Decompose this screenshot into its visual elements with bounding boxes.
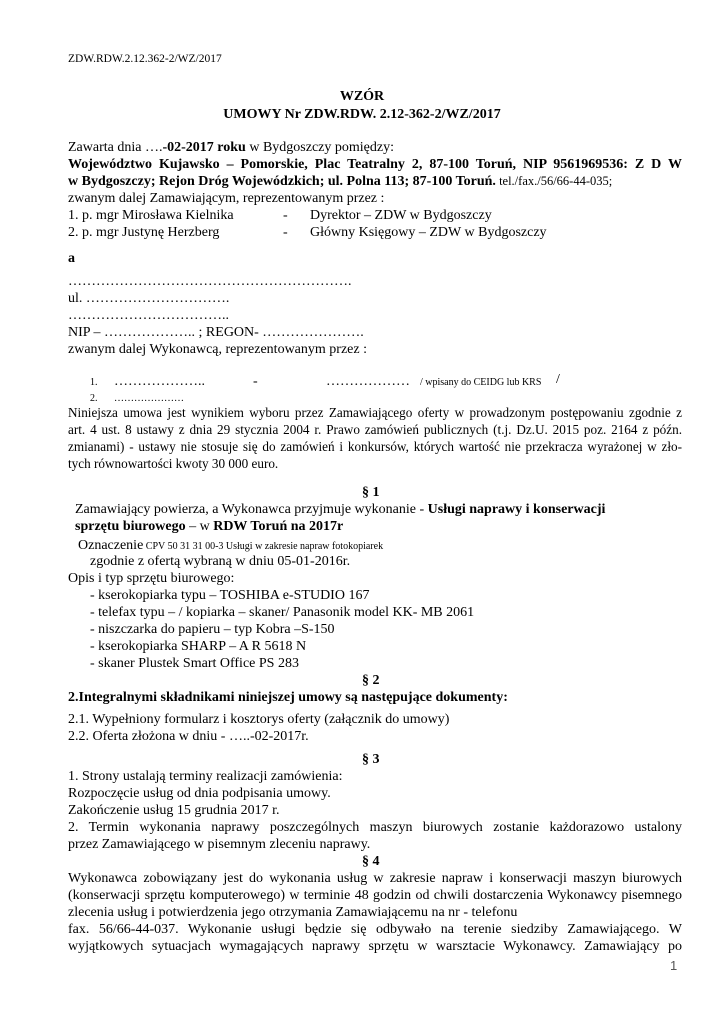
equipment-heading: Opis i typ sprzętu biurowego: bbox=[68, 571, 235, 586]
offer-date-line: zgodnie z ofertą wybraną w dniu 05-01-2016r. bbox=[90, 554, 351, 569]
s3-line-2: Rozpoczęcie usług od dnia podpisania umowy. bbox=[68, 786, 331, 801]
s4-line-3: zlecenia usług i potwierdzenia jego otrzymania Zamawiającemu na nr - telefonu bbox=[68, 905, 518, 920]
contractor-rep1-blank: ……………….. bbox=[114, 374, 205, 389]
rep2-role: Główny Księgowy – ZDW w Bydgoszczy bbox=[310, 225, 547, 240]
cpv-description: CPV 50 31 31 00-3 Usługi w zakresie napraw fotokopiarek bbox=[143, 541, 384, 552]
s4-line-5: wyjątkowych sytuacjach wymagających naprawy sprzętu w warsztacie Wykonawcy. Zamawiający po bbox=[68, 939, 682, 954]
rep1-dash: - bbox=[283, 208, 288, 223]
cpv-code-line bbox=[78, 536, 383, 554]
s4-line-2: (konserwacji sprzętu komputerowego) w terminie 48 godzin od chwili dostarczenia Wykonawcy pisemnego bbox=[68, 888, 682, 903]
s2-item-1: 2.1. Wypełniony formularz i kosztorys oferty (załącznik do umowy) bbox=[68, 712, 450, 727]
rep1-role: Dyrektor – ZDW w Bydgoszczy bbox=[310, 208, 492, 223]
equipment-item: - skaner Plustek Smart Office PS 283 bbox=[90, 656, 299, 671]
s3-line-3: Zakończenie usług 15 grudnia 2017 r. bbox=[68, 803, 280, 818]
contractor-rep1-role-blank: ……………… bbox=[326, 374, 410, 389]
document-reference: ZDW.RDW.2.12.362-2/WZ/2017 bbox=[68, 53, 222, 65]
basis-line-2: art. 4 ust. 8 ustawy z dnia 29 stycznia 2004 r. Prawo zamówień publicznych (t.j. Dz.U. 2015 poz. 2164 z późn. bbox=[68, 422, 682, 437]
s1-scope-line1 bbox=[75, 501, 605, 518]
s3-line-4: 2. Termin wykonania naprawy poszczególnych maszyn biurowych zostanie każdorazowo ustalony bbox=[68, 820, 682, 835]
contractor-represented: zwanym dalej Wykonawcą, reprezentowanym przez : bbox=[68, 342, 367, 357]
s3-line-5: przez Zamawiającego w pisemnym zleceniu naprawy. bbox=[68, 837, 371, 852]
equipment-item: - telefax typu – / kopiarka – skaner/ Panasonik model KK- MB 2061 bbox=[90, 605, 475, 620]
s1-scope-intro: Zamawiający powierza, a Wykonawca przyjmuje wykonanie - bbox=[75, 502, 428, 517]
contractor-rep1-dash: - bbox=[253, 374, 258, 389]
s2-item-2: 2.2. Oferta złożona w dniu - …..-02-2017r. bbox=[68, 729, 309, 744]
party1-phone: tel./fax./56/66-44-035; bbox=[495, 174, 613, 188]
title-umowa: UMOWY Nr ZDW.RDW. 2.12-362-2/WZ/2017 bbox=[223, 107, 501, 122]
ceidg-note-slash: / bbox=[556, 372, 560, 387]
page-number: 1 bbox=[670, 958, 678, 973]
date-value: -02-2017 roku bbox=[162, 140, 246, 155]
date-prefix: Zawarta dnia …. bbox=[68, 140, 163, 155]
s3-line-1: 1. Strony ustalają terminy realizacji zamówienia: bbox=[68, 769, 343, 784]
section-2-heading: § 2 bbox=[362, 673, 380, 688]
basis-line-1: Niniejsza umowa jest wynikiem wyboru przez Zamawiającego oferty w prowadzonym postępowaniu zgodnie z bbox=[68, 405, 682, 420]
s1-scope-line2 bbox=[75, 518, 343, 535]
s4-line-1: Wykonawca zobowiązany jest do wykonania usług w zakresie napraw i konserwacji maszyn biurowych bbox=[68, 871, 682, 886]
section-1-heading: § 1 bbox=[362, 485, 380, 500]
contract-date-line bbox=[68, 139, 394, 156]
s1-scope-equipment: sprzętu biurowego bbox=[75, 519, 186, 534]
s1-scope-service: Usługi naprawy i konserwacji bbox=[427, 502, 606, 517]
contractor-rep2-number: 2. bbox=[90, 393, 98, 404]
conjunction-a: a bbox=[68, 251, 75, 266]
basis-line-4: tych równowartości kwoty 30 000 euro. bbox=[68, 456, 279, 471]
equipment-item: - niszczarka do papieru – typ Kobra –S-150 bbox=[90, 622, 335, 637]
party1-line2 bbox=[68, 173, 612, 190]
s1-scope-in: – w bbox=[185, 519, 214, 534]
party1-address: w Bydgoszczy; Rejon Dróg Wojewódzkich; ul. Polna 113; 87-100 Toruń. bbox=[68, 174, 496, 189]
section-4-heading: § 4 bbox=[362, 854, 380, 869]
s4-line-4: fax. 56/66-44-037. Wykonanie usługi będzie się odbywało na terenie siedziby Zamawiającego. W bbox=[68, 922, 682, 937]
contractor-rep1-number: 1. bbox=[90, 377, 98, 388]
section-3-heading: § 3 bbox=[362, 752, 380, 767]
party1-line1: Województwo Kujawsko – Pomorskie, Plac Teatralny 2, 87-100 Toruń, NIP 9561969536: Z D W bbox=[68, 157, 682, 172]
rep1-name: 1. p. mgr Mirosława Kielnika bbox=[68, 208, 234, 223]
contractor-rep2-blank: ………………… bbox=[114, 393, 184, 404]
ceidg-krs-note: / wpisany do CEIDG lub KRS bbox=[420, 377, 542, 388]
cpv-label: Oznaczenie bbox=[78, 538, 144, 553]
rep2-name: 2. p. mgr Justynę Herzberg bbox=[68, 225, 220, 240]
date-suffix: w Bydgoszczy pomiędzy: bbox=[245, 140, 394, 155]
contractor-name-blank: ……………………………………………………. bbox=[68, 274, 352, 289]
represented-by: zwanym dalej Zamawiającym, reprezentowanym przez : bbox=[68, 191, 385, 206]
rep2-dash: - bbox=[283, 225, 288, 240]
contractor-city-blank: …………………………….. bbox=[68, 308, 229, 323]
nip-regon-line: NIP – ……………….. ; REGON- …………………. bbox=[68, 325, 364, 340]
contractor-street-blank: ul. …………………………. bbox=[68, 291, 230, 306]
equipment-item: - kserokopiarka typu – TOSHIBA e-STUDIO 167 bbox=[90, 588, 370, 603]
s1-scope-location: RDW Toruń na 2017r bbox=[213, 519, 344, 534]
title-wzor: WZÓR bbox=[339, 89, 385, 104]
basis-line-3: zmianami) - ustawy nie stosuje się do zamówień i konkursów, których wartość nie przekracza wyrażonej w zło- bbox=[68, 439, 682, 454]
equipment-item: - kserokopiarka SHARP – A R 5618 N bbox=[90, 639, 307, 654]
s2-title: 2.Integralnymi składnikami niniejszej umowy są następujące dokumenty: bbox=[68, 690, 508, 705]
